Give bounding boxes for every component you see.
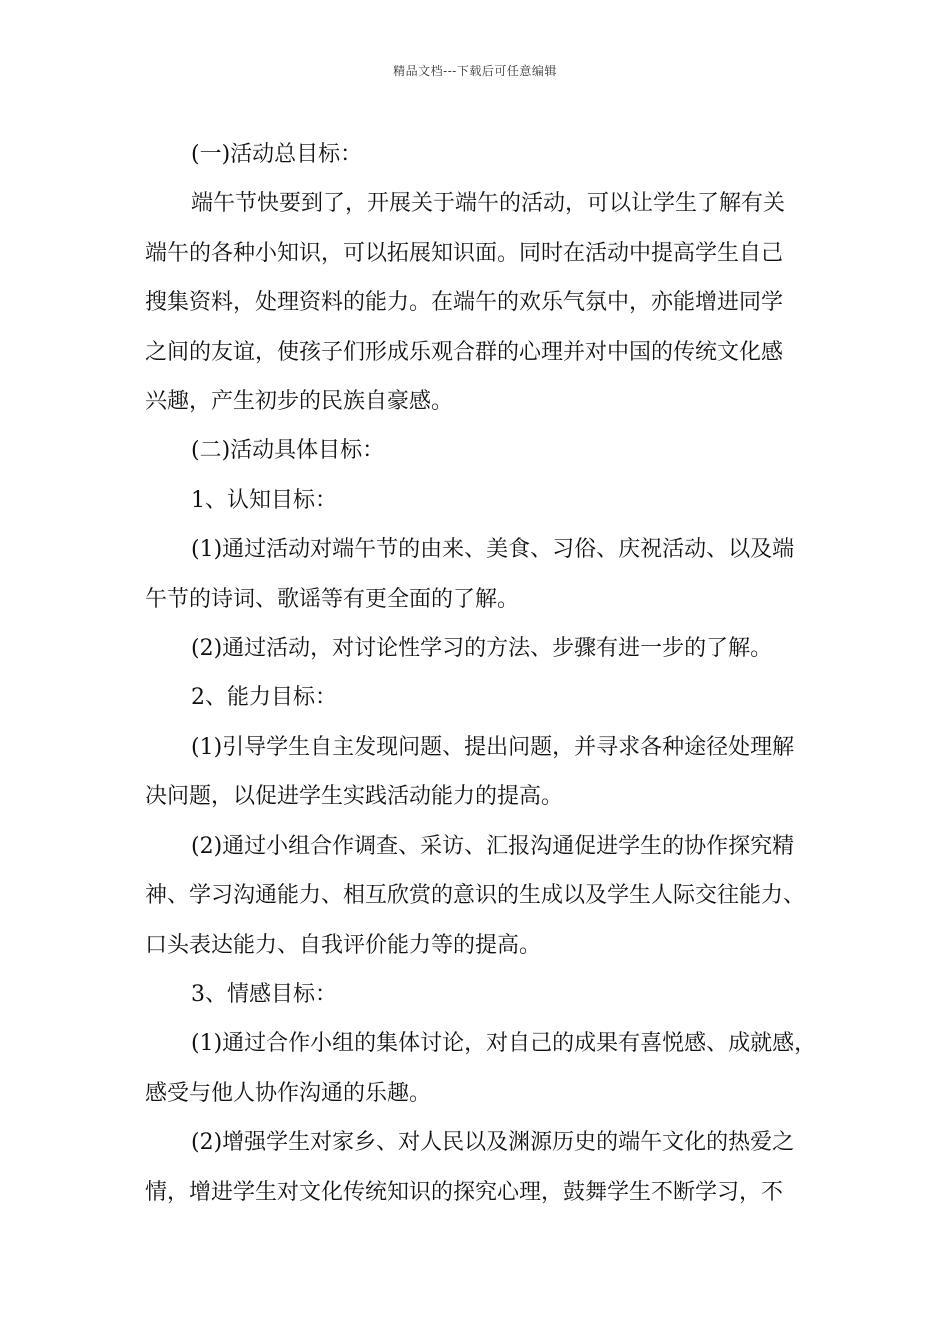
paragraph-emotion-goal-1 bbox=[145, 1019, 825, 1118]
page-header: 精品文档---下载后可任意编辑 bbox=[393, 64, 557, 78]
text-line: 午节的诗词、歌谣等有更全面的了解。 bbox=[145, 586, 520, 612]
text-line: (1)引导学生自主发现问题、提出问题，并寻求各种途径处理解 bbox=[191, 734, 795, 760]
text-line: (2)通过活动，对讨论性学习的方法、步骤有进一步的了解。 bbox=[191, 636, 773, 662]
text-line: 兴趣，产生初步的民族自豪感。 bbox=[145, 389, 454, 415]
text-line: 端午的各种小知识，可以拓展知识面。同时在活动中提高学生自己 bbox=[145, 240, 784, 266]
text-line: 感受与他人协作沟通的乐趣。 bbox=[145, 1080, 432, 1106]
paragraph-ability-goal-1 bbox=[145, 723, 825, 822]
text-line: (二)活动具体目标： bbox=[191, 438, 385, 464]
paragraph-ability-goal-2 bbox=[145, 822, 825, 970]
text-line: 1、认知目标： bbox=[191, 487, 337, 513]
paragraph-overall-goal-heading bbox=[145, 130, 825, 179]
text-line: (一)活动总目标： bbox=[191, 142, 363, 167]
paragraph-ability-goal-heading bbox=[145, 673, 825, 722]
paragraph-specific-goal-heading bbox=[145, 426, 825, 475]
document-body bbox=[145, 130, 825, 1217]
paragraph-cognitive-goal-1 bbox=[145, 525, 825, 624]
text-line: (1)通过活动对端午节的由来、美食、习俗、庆祝活动、以及端 bbox=[191, 537, 795, 563]
text-line: 决问题，以促进学生实践活动能力的提高。 bbox=[145, 784, 564, 810]
text-line: (2)通过小组合作调查、采访、汇报沟通促进学生的协作探究精 bbox=[191, 833, 795, 859]
paragraph-overall-goal-text bbox=[145, 179, 825, 426]
text-line: 搜集资料，处理资料的能力。在端午的欢乐气氛中，亦能增进同学 bbox=[145, 290, 784, 316]
paragraph-cognitive-goal-heading bbox=[145, 476, 825, 525]
text-line: 口头表达能力、自我评价能力等的提高。 bbox=[145, 932, 542, 958]
paragraph-emotion-goal-heading bbox=[145, 970, 825, 1019]
text-line: 情，增进学生对文化传统知识的探究心理，鼓舞学生不断学习，不 bbox=[145, 1179, 784, 1205]
text-line: (2)增强学生对家乡、对人民以及渊源历史的端午文化的热爱之 bbox=[191, 1130, 795, 1156]
text-line: (1)通过合作小组的集体讨论，对自己的成果有喜悦感、成就感， bbox=[191, 1031, 817, 1057]
text-line: 端午节快要到了，开展关于端午的活动，可以让学生了解有关 bbox=[191, 191, 786, 217]
paragraph-emotion-goal-2 bbox=[145, 1118, 825, 1217]
paragraph-cognitive-goal-2 bbox=[145, 624, 825, 673]
text-line: 神、学习沟通能力、相互欣赏的意识的生成以及学生人际交往能力、 bbox=[145, 883, 806, 909]
text-line: 3、情感目标： bbox=[191, 981, 337, 1007]
text-line: 之间的友谊，使孩子们形成乐观合群的心理并对中国的传统文化感 bbox=[145, 339, 784, 365]
text-line: 2、能力目标： bbox=[191, 685, 337, 711]
